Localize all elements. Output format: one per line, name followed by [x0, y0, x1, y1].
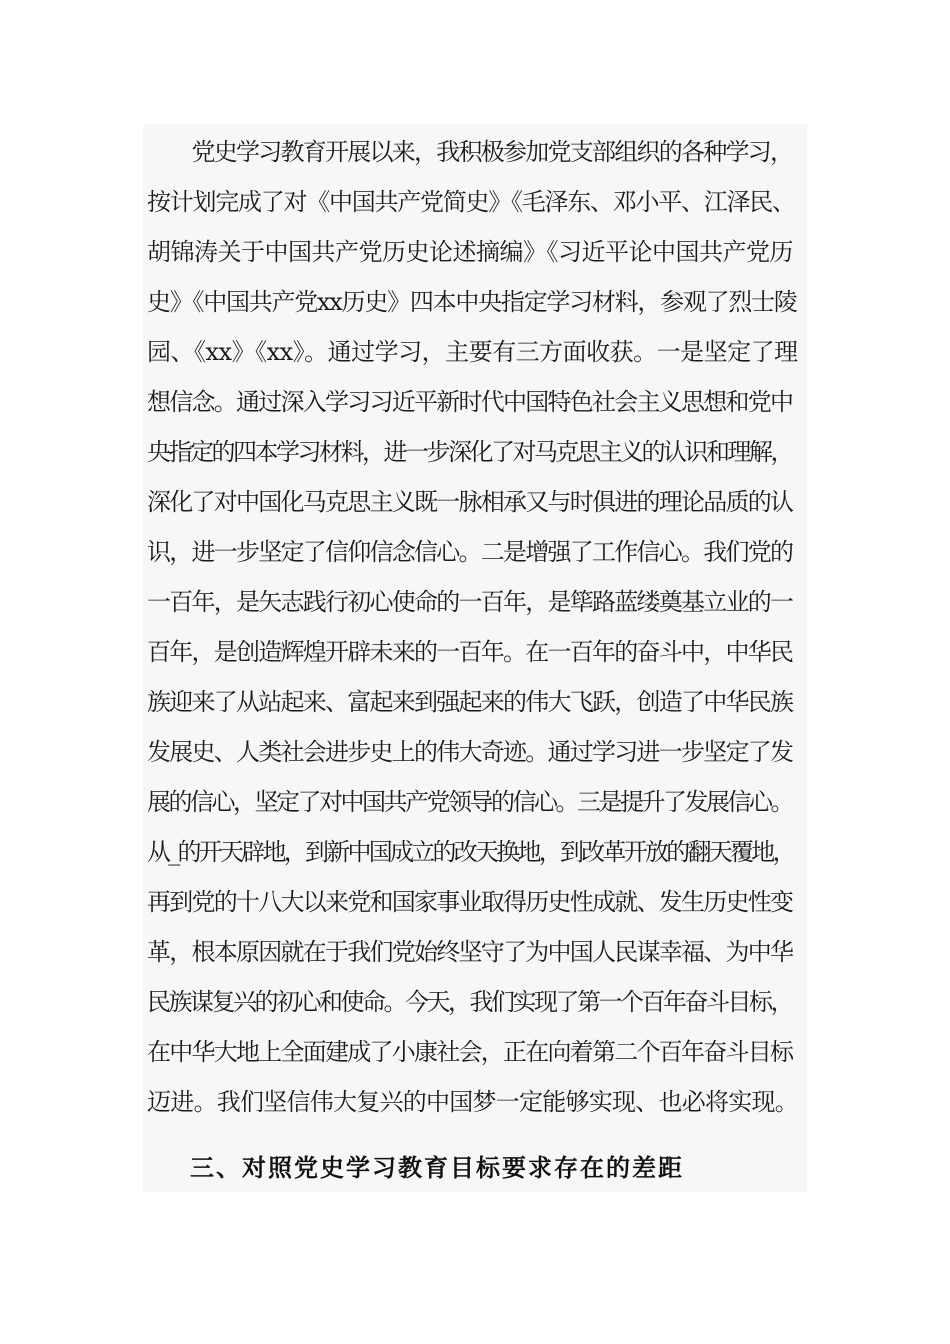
paragraph-line: 百年，是创造辉煌开辟未来的一百年。在一百年的奋斗中，中华民 [147, 638, 793, 666]
paragraph-line: 发展史、人类社会进步史上的伟大奇迹。通过学习进一步坚定了发 [147, 738, 793, 766]
paragraph-line: 在中华大地上全面建成了小康社会，正在向着第二个百年奋斗目标 [147, 1038, 793, 1066]
paragraph-line: 展的信心，坚定了对中国共产党领导的信心。三是提升了发展信心。 [147, 788, 792, 816]
paragraph-line: 族迎来了从站起来、富起来到强起来的伟大飞跃，创造了中华民族 [147, 688, 793, 716]
paragraph-line: 迈进。我们坚信伟大复兴的中国梦一定能够实现、也必将实现。 [147, 1088, 798, 1116]
paragraph-line: 央指定的四本学习材料，进一步深化了对马克思主义的认识和理解， [147, 438, 792, 466]
paragraph-line: 园、《xx》《xx》。通过学习，主要有三方面收获。一是坚定了理 [147, 338, 798, 366]
paragraph-line: 想信念。通过深入学习习近平新时代中国特色社会主义思想和党中 [147, 388, 793, 416]
paragraph-line: 再到党的十八大以来党和国家事业取得历史性成就、发生历史性变 [147, 888, 793, 916]
paragraph-line: 一百年，是矢志践行初心使命的一百年，是筚路蓝缕奠基立业的一 [147, 588, 793, 616]
paragraph-line: 党史学习教育开展以来，我积极参加党支部组织的各种学习， [147, 138, 793, 166]
paragraph-line: 革，根本原因就在于我们党始终坚守了为中国人民谋幸福、为中华 [147, 938, 793, 966]
body-text-block [143, 124, 807, 1192]
paragraph-line: 史》《中国共产党xx历史》四本中央指定学习材料，参观了烈士陵 [147, 288, 797, 316]
paragraph-line: 胡锦涛关于中国共产党历史论述摘编》《习近平论中国共产党历 [147, 238, 793, 266]
paragraph-line: 识，进一步坚定了信仰信念信心。二是增强了工作信心。我们党的 [147, 538, 793, 566]
paragraph-line: 深化了对中国化马克思主义既一脉相承又与时俱进的理论品质的认 [147, 488, 793, 516]
paragraph-line: 从_的开天辟地，到新中国成立的改天换地，到改革开放的翻天覆地， [147, 838, 794, 866]
section-heading: 三、对照党史学习教育目标要求存在的差距 [190, 1153, 684, 1182]
paragraph-line: 按计划完成了对《中国共产党简史》《毛泽东、邓小平、江泽民、 [147, 188, 795, 216]
paragraph-line: 民族谋复兴的初心和使命。今天，我们实现了第一个百年奋斗目标， [147, 988, 792, 1016]
